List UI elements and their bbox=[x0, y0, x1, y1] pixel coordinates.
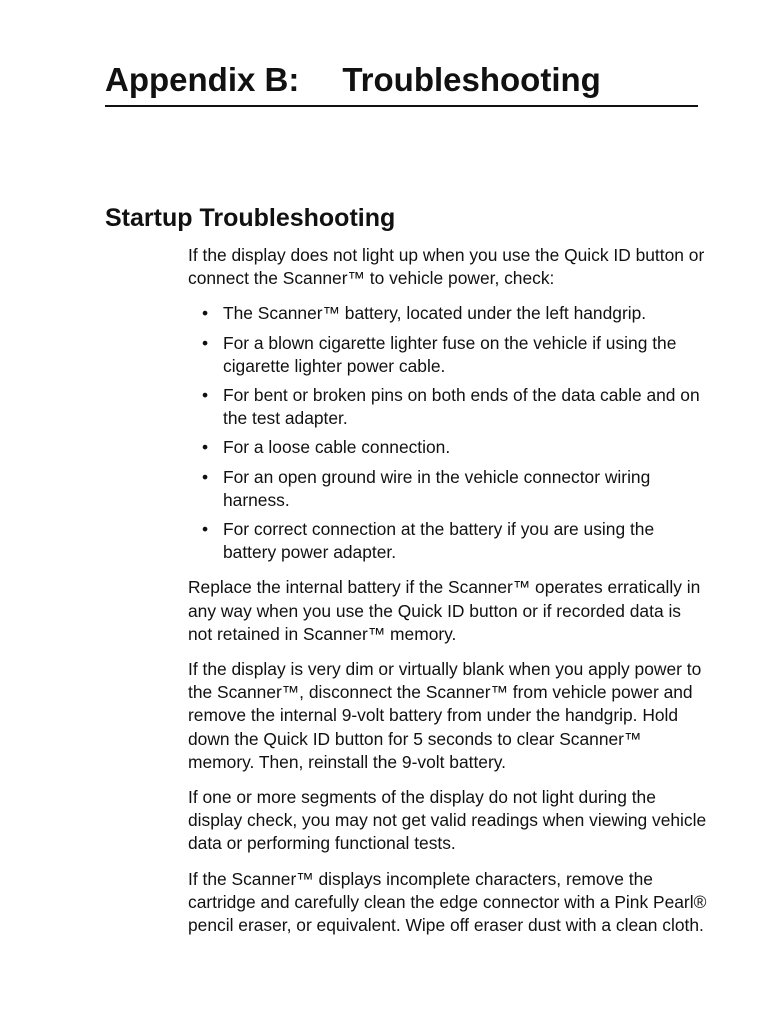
bullet-icon: • bbox=[202, 332, 209, 353]
segments-paragraph: If one or more segments of the display do not light during the display check, you may not get valid readings when viewing vehicle data or performing functional tests. bbox=[188, 787, 707, 854]
check-list bbox=[188, 302, 708, 564]
check-item-text: For correct connection at the battery if you are using the battery power adapter. bbox=[223, 519, 655, 563]
appendix-label: Appendix B: bbox=[105, 61, 300, 98]
bullet-icon: • bbox=[202, 519, 209, 540]
section-heading: Startup Troubleshooting bbox=[105, 204, 396, 232]
check-item-text: For a blown cigarette lighter fuse on the vehicle if using the cigarette lighter power cable. bbox=[223, 332, 677, 376]
bullet-icon: • bbox=[202, 385, 209, 406]
battery-replace-paragraph: Replace the internal battery if the Scanner™ operates erratically in any way when you use the Quick ID button or if recorded data is not retained in Scanner™ memory. bbox=[188, 577, 701, 644]
bullet-icon: • bbox=[202, 303, 209, 324]
section-body bbox=[188, 244, 708, 949]
check-item-text: For a loose cable connection. bbox=[223, 437, 451, 458]
appendix-title: Troubleshooting bbox=[342, 61, 601, 98]
check-item-text: The Scanner™ battery, located under the left handgrip. bbox=[223, 303, 647, 324]
check-item bbox=[188, 466, 708, 512]
bullet-icon: • bbox=[202, 466, 209, 487]
incomplete-characters-paragraph: If the Scanner™ displays incomplete characters, remove the cartridge and carefully clean the edge connector with a Pink Pearl® pencil eraser, or equivalent. Wipe off eraser dust with a clean cloth. bbox=[188, 868, 707, 936]
check-item bbox=[188, 518, 708, 564]
check-item-text: For an open ground wire in the vehicle connector wiring harness. bbox=[223, 466, 651, 510]
bullet-icon: • bbox=[202, 437, 209, 458]
check-item bbox=[188, 436, 708, 459]
check-item bbox=[188, 302, 708, 325]
dim-display-paragraph: If the display is very dim or virtually blank when you apply power to the Scanner™, disconnect the Scanner™ from vehicle power and remove the internal 9-volt battery from under the handgrip. Hold down the Quick ID button for 5 seconds to clear Scanner™ memory. Then, reinstall the 9-volt battery. bbox=[188, 659, 702, 772]
check-item-text: For bent or broken pins on both ends of the data cable and on the test adapter. bbox=[223, 385, 700, 429]
intro-paragraph: If the display does not light up when you use the Quick ID button or connect the Scanner™ to vehicle power, check: bbox=[188, 245, 705, 289]
appendix-heading bbox=[105, 58, 698, 107]
check-item bbox=[188, 332, 708, 378]
check-item bbox=[188, 384, 708, 430]
